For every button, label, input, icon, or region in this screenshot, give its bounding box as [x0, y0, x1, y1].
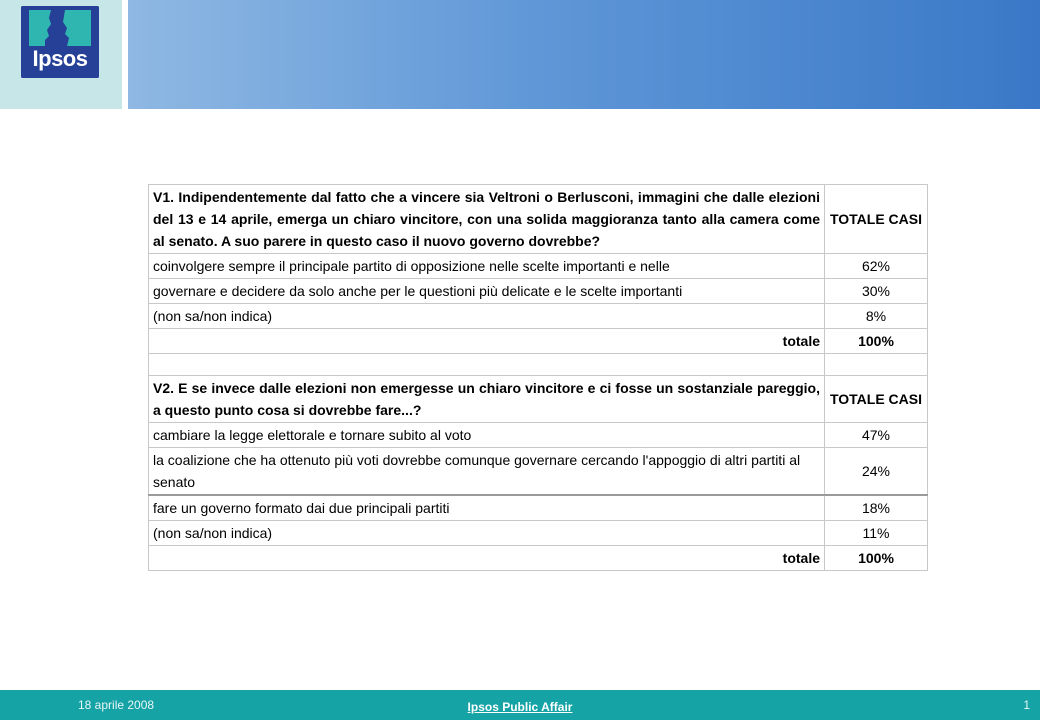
- v1-total-row: [149, 329, 928, 354]
- v2-header: TOTALE CASI: [825, 376, 928, 423]
- survey-table: [148, 184, 928, 571]
- table-row: [149, 254, 928, 279]
- ipsos-logo: [21, 6, 99, 78]
- v1-question: V1. Indipendentemente dal fatto che a vincere sia Veltroni o Berlusconi, immagini che dalle elezioni del 13 e 14 aprile, emerga un chiaro vincitore, con una solida maggioranza tanto alla camera come al senato. A suo parere in questo caso il nuovo governo dovrebbe?: [149, 185, 825, 254]
- v2-row-value: 24%: [825, 448, 928, 496]
- v2-row-label: fare un governo formato dai due principali partiti: [149, 495, 825, 521]
- v1-total-value: 100%: [825, 329, 928, 354]
- v2-total-row: [149, 546, 928, 571]
- v2-total-label: totale: [149, 546, 825, 571]
- table-row: [149, 448, 928, 496]
- v1-header: TOTALE CASI: [825, 185, 928, 254]
- v1-row-value: 30%: [825, 279, 928, 304]
- v2-row-label: la coalizione che ha ottenuto più voti dovrebbe comunque governare cercando l'appoggio di altri partiti al senato: [149, 448, 825, 496]
- header-band: [128, 0, 1040, 109]
- logo-text: Ipsos: [32, 46, 88, 71]
- v1-total-label: totale: [149, 329, 825, 354]
- footer-date: 18 aprile 2008: [78, 698, 155, 712]
- v2-row-value: 18%: [825, 495, 928, 521]
- table-row: [149, 304, 928, 329]
- v2-question: V2. E se invece dalle elezioni non emergesse un chiaro vincitore e ci fosse un sostanziale pareggio, a questo punto cosa si dovrebbe fare...?: [149, 376, 825, 423]
- spacer-row: [149, 354, 928, 376]
- v1-row-label: coinvolgere sempre il principale partito di opposizione nelle scelte importanti e nelle: [149, 254, 825, 279]
- spacer-cell: [149, 354, 825, 376]
- v2-question-row: [149, 376, 928, 423]
- v1-row-label: (non sa/non indica): [149, 304, 825, 329]
- v2-row-label: cambiare la legge elettorale e tornare subito al voto: [149, 423, 825, 448]
- table-row: [149, 521, 928, 546]
- table-row: [149, 423, 928, 448]
- v2-row-value: 11%: [825, 521, 928, 546]
- table-row: [149, 279, 928, 304]
- v1-row-value: 62%: [825, 254, 928, 279]
- v2-total-value: 100%: [825, 546, 928, 571]
- page-number: 1: [1023, 698, 1030, 712]
- footer-bar: [0, 690, 1040, 720]
- table-row: [149, 495, 928, 521]
- v1-row-value: 8%: [825, 304, 928, 329]
- v2-row-value: 47%: [825, 423, 928, 448]
- v2-row-label: (non sa/non indica): [149, 521, 825, 546]
- footer-company-link[interactable]: Ipsos Public Affair: [467, 700, 573, 714]
- spacer-cell: [825, 354, 928, 376]
- v1-question-row: [149, 185, 928, 254]
- v1-row-label: governare e decidere da solo anche per le questioni più delicate e le scelte importanti: [149, 279, 825, 304]
